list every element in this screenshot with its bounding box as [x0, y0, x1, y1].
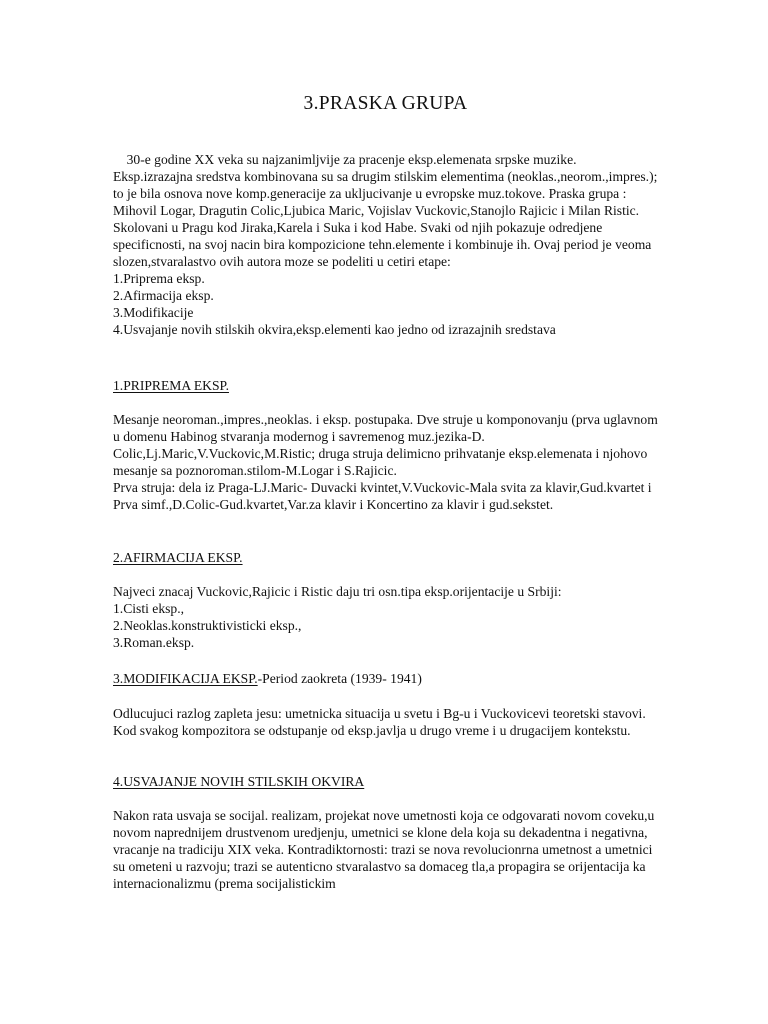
intro-list-item: 2.Afirmacija eksp.	[113, 288, 214, 303]
intro-block	[113, 151, 661, 338]
section3-heading-text: 3.MODIFIKACIJA EKSP.	[113, 671, 258, 686]
section4-body	[113, 807, 658, 892]
section1-paragraph: Prva struja: dela iz Praga-LJ.Maric- Duvacki kvintet,V.Vuckovic-Mala svita za klavir,Gud.kvartet i Prva simf.,D.Colic-Gud.kvartet,Var.za klavir i Koncertino za klavir i gud.sekstet.	[113, 480, 652, 512]
section4-paragraph: Nakon rata usvaja se socijal. realizam, projekat nove umetnosti koja ce odgovarati novom coveku,u novom naprednijem drustvenom uredjenju, umetnici se klone dela koja su dekadentna i negativna, vracanje na tradiciju XIX veka. Kontradiktornosti: trazi se nova revolucionrna umetnost a umetnici su ometeni u razvoju; trazi se autenticno stvaralastvo sa domaceg tla,a propagira se orijentacija ka internacionalizmu (prema socijalistickim	[113, 808, 655, 891]
section1-heading	[113, 377, 229, 394]
section2-list-item: 1.Cisti eksp.,	[113, 601, 184, 616]
section1-paragraph: Mesanje neoroman.,impres.,neoklas. i eksp. postupaka. Dve struje u komponovanju (prva uglavnom u domenu Habinog stvaranja modernog i savremenog muz.jezika-D. Colic,Lj.Maric,V.Vuckovic,M.Ristic; druga struja delimicno prihvatanje eksp.elemenata i njohovo mesanje sa poznoroman.stilom-M.Logar i S.Rajicic.	[113, 412, 658, 478]
section3-body	[113, 705, 658, 739]
section2-body	[113, 583, 658, 651]
section2-paragraph: Najveci znacaj Vuckovic,Rajicic i Ristic daju tri osn.tipa eksp.orijentacije u Srbiji:	[113, 584, 562, 599]
section2-list-item: 3.Roman.eksp.	[113, 635, 195, 650]
section3-heading	[113, 670, 422, 687]
intro-list-item: 1.Priprema eksp.	[113, 271, 205, 286]
section2-list-item: 2.Neoklas.konstruktivisticki eksp.,	[113, 618, 302, 633]
section1-heading-text: 1.PRIPREMA EKSP.	[113, 378, 229, 393]
section3-heading-suffix: -Period zaokreta (1939- 1941)	[257, 671, 422, 686]
document-title: 3.PRASKA GRUPA	[303, 93, 468, 114]
section4-heading-text: 4.USVAJANJE NOVIH STILSKIH OKVIRA	[113, 774, 365, 789]
intro-list-item: 3.Modifikacije	[113, 305, 194, 320]
section4-heading	[113, 773, 364, 790]
intro-paragraph: 30-e godine XX veka su najzanimljvije za pracenje eksp.elemenata srpske muzike. Eksp.izrazajna sredstva kombinovana su sa drugim stilskim elementima (neoklas.,neorom.,impres.); to je bila osnova nove komp.generacije za ukljucivanje u evropske muz.tokove. Praska grupa : Mihovil Logar, Dragutin Colic,Ljubica Maric, Vojislav Vuckovic,Stanojlo Rajicic i Milan Ristic. Skolovani u Pragu kod Jiraka,Karela i Suka i kod Habe. Svaki od njih pokazuje odredjene specificnosti, na svoj nacin bira kompozicione tehn.elemente i kombinuje ih. Ovaj period je veoma slozen,stvaralastvo ovih autora moze se podeliti u cetiri etape:	[113, 152, 661, 269]
intro-list-item: 4.Usvajanje novih stilskih okvira,eksp.elementi kao jedno od izrazajnih sredstava	[113, 322, 556, 337]
section2-heading-text: 2.AFIRMACIJA EKSP.	[113, 550, 243, 565]
section1-body	[113, 411, 658, 513]
section3-paragraph: Odlucujuci razlog zapleta jesu: umetnicka situacija u svetu i Bg-u i Vuckovicevi teoretski stavovi. Kod svakog kompozitora se odstupanje od eksp.javlja u drugo vreme i u drugacijem kontekstu.	[113, 706, 646, 738]
section2-heading	[113, 549, 243, 566]
